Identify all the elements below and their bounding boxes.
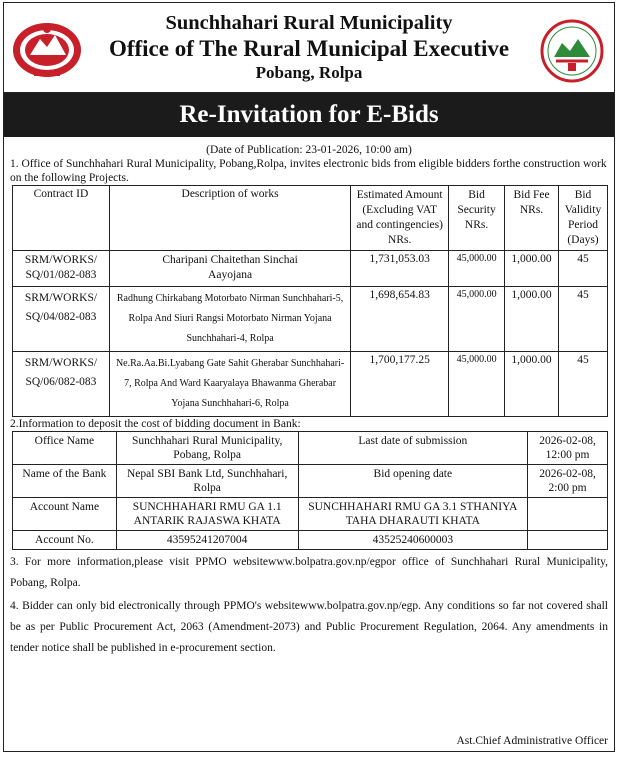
bid-validity: 45 [559, 352, 608, 417]
table-row [13, 432, 608, 465]
notice-page [3, 2, 615, 752]
estimated-amount: 1,698,654.83 [351, 287, 449, 352]
work-description: Ne.Ra.Aa.Bi.Lyabang Gate Sahit Gherabar Sunchhahari-7, Rolpa And Ward Kaaryalaya Bhawanma Gherabar Yojana Sunchhahari-6, Rolpa [109, 352, 350, 417]
table-row [13, 531, 608, 550]
account-name-label: Account Name [13, 498, 117, 531]
account-no-2: 43525240600003 [298, 531, 528, 550]
bank-name-value: Nepal SBI Bank Ltd, Sunchhahari, Rolpa [116, 465, 298, 498]
work-description: Radhung Chirkabang Motorbato Nirman Sunchhahari-5, Rolpa And Siuri Rangsi Motorbato Nirman Yojana Sunchhahari-4, Rolpa [109, 287, 350, 352]
col-header: Contract ID [13, 186, 110, 251]
note-4: 4. Bidder can only bid electronically through PPMO's websitewww.bolpatra.gov.np/egp. Any conditions so far not covered shall be as per Public Procurement Act, 2063 (Amendment-2073) and Public Procurement Regulation, 2064. Any amendments in tender notice shall be published in e-procurement section. [10, 600, 608, 654]
bid-security: 45,000.00 [449, 287, 505, 352]
bid-fee: 1,000.00 [505, 287, 559, 352]
account-name-2: SUNCHHAHARI RMU GA 3.1 STHANIYA TAHA DHARAUTI KHATA [298, 498, 528, 531]
estimated-amount: 1,731,053.03 [351, 251, 449, 287]
municipality-emblem-icon [10, 19, 84, 81]
col-header: Bid Security NRs. [449, 186, 505, 251]
col-header: Estimated Amount (Excluding VAT and contingencies) NRs. [351, 186, 449, 251]
contract-id: SRM/WORKS/ SQ/04/082-083 [13, 287, 110, 352]
table-row [13, 498, 608, 531]
account-no-1: 43595241207004 [116, 531, 298, 550]
contract-id: SRM/WORKS/ SQ/01/082-083 [13, 251, 110, 287]
publication-date: (Date of Publication: 23-01-2026, 10:00 am) [206, 144, 412, 156]
bank-name-label: Name of the Bank [13, 465, 117, 498]
table-row [13, 251, 608, 287]
bid-security: 45,000.00 [449, 251, 505, 287]
nepal-map-logo-icon [540, 19, 604, 83]
open-date-label: Bid opening date [298, 465, 528, 498]
bid-validity: 45 [559, 287, 608, 352]
municipality-name: Sunchhahari Rural Municipality [165, 12, 453, 34]
office-name-value: Sunchhahari Rural Municipality, Pobang, Rolpa [116, 432, 298, 465]
table-row [13, 465, 608, 498]
table-row [13, 287, 608, 352]
estimated-amount: 1,700,177.25 [351, 352, 449, 417]
col-header: Bid Validity Period (Days) [559, 186, 608, 251]
contract-id: SRM/WORKS/ SQ/06/082-083 [13, 352, 110, 417]
last-date-value: 2026-02-08, 12:00 pm [528, 432, 608, 465]
projects-table [12, 185, 608, 417]
bid-fee: 1,000.00 [505, 251, 559, 287]
col-header: Bid Fee NRs. [505, 186, 559, 251]
open-date-value: 2026-02-08, 2:00 pm [528, 465, 608, 498]
account-name-1: SUNCHHAHARI RMU GA 1.1 ANTARIK RAJASWA KHATA [116, 498, 298, 531]
title-banner: Re-Invitation for E-Bids [4, 93, 614, 137]
work-description: Charipani Chaitethan Sinchai Aayojana [109, 251, 350, 287]
table-row [13, 352, 608, 417]
note-3: 3. For more information,please visit PPMO websitewww.bolpatra.gov.np/egpor office of Sunchhahari Rural Municipality, Pobang, Rolpa. [10, 556, 608, 589]
bid-validity: 45 [559, 251, 608, 287]
header [4, 3, 614, 93]
empty-cell [528, 498, 608, 531]
office-location: Pobang, Rolpa [255, 63, 363, 82]
account-no-label: Account No. [13, 531, 117, 550]
bid-security: 45,000.00 [449, 352, 505, 417]
office-name-label: Office Name [13, 432, 117, 465]
table-header-row [13, 186, 608, 251]
col-header: Description of works [109, 186, 350, 251]
last-date-label: Last date of submission [298, 432, 528, 465]
office-name: Office of The Rural Municipal Executive [108, 36, 510, 61]
bank-info-table [12, 431, 608, 550]
intro-paragraph: 1. Office of Sunchhahari Rural Municipality, Pobang,Rolpa, invites electronic bids from eligible bidders forthe construction work on the following Projects. [10, 158, 607, 184]
empty-cell [528, 531, 608, 550]
bid-fee: 1,000.00 [505, 352, 559, 417]
signature: Ast.Chief Administrative Officer [456, 735, 608, 747]
section-2-heading: 2.Information to deposit the cost of bidding document in Bank: [10, 418, 301, 430]
